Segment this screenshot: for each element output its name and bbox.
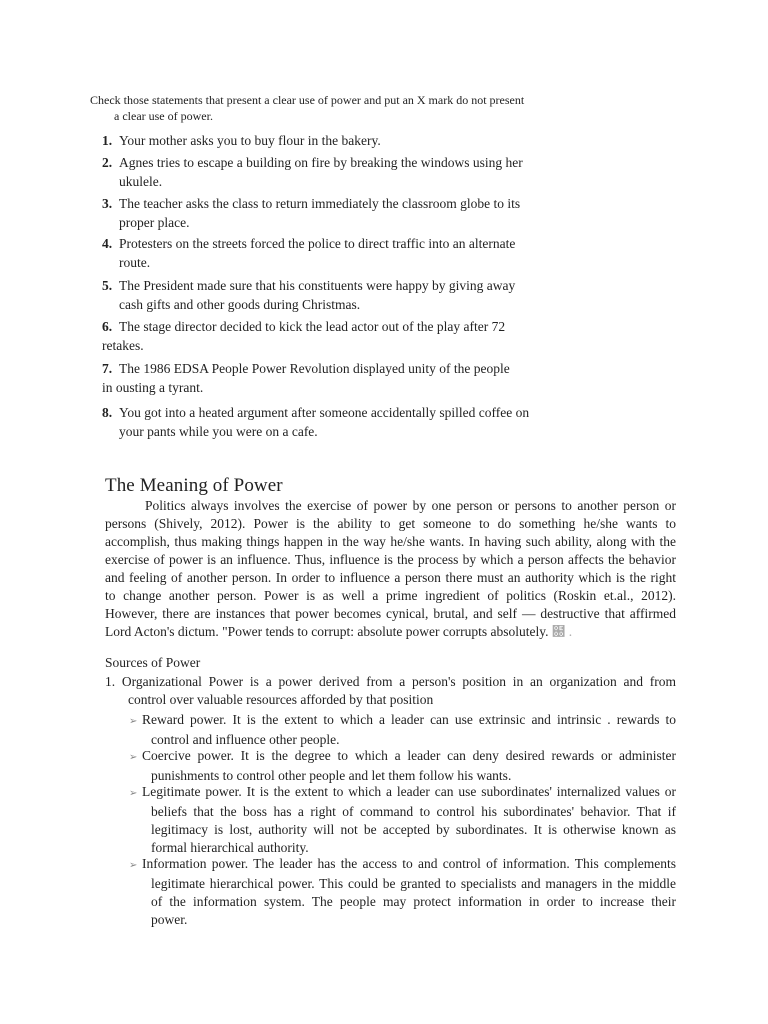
sources-heading: Sources of Power	[105, 655, 201, 670]
exercise-item-8	[102, 403, 542, 441]
instructions-line-2: a clear use of power.	[114, 109, 213, 123]
item-number: 8.	[102, 405, 113, 420]
item-text-continued: proper place.	[119, 215, 190, 230]
item-text: Your mother asks you to buy flour in the bakery.	[119, 133, 381, 148]
arrow-bullet-icon: ➢	[129, 716, 138, 727]
paragraph-line: Politics always involves the exercise of power by one person or persons to another person or	[145, 498, 676, 513]
stray-mark: ฀ .	[551, 624, 573, 639]
paragraph-line	[105, 623, 676, 641]
item-text-continued: in ousting a tyrant.	[102, 380, 204, 395]
instructions-line-1: Check those statements that present a clear use of power and put an X mark do not present	[90, 93, 525, 107]
item-text-continued: your pants while you were on a cafe.	[119, 424, 318, 439]
item-number: 2.	[102, 155, 113, 170]
bullet-legitimate-power	[129, 783, 676, 857]
section-title: The Meaning of Power	[105, 475, 283, 496]
source-item-line: control over valuable resources afforded by that position	[128, 692, 434, 707]
source-item-1	[105, 673, 676, 709]
paragraph-line: and feeling of another person. In order to influence a person there must an authority which is the right	[105, 570, 676, 585]
item-text: Agnes tries to escape a building on fire by breaking the windows using her	[119, 155, 523, 170]
paragraph-line: to change another person. Power is as well a prime ingredient of politics (Roskin et.al., 2012).	[105, 588, 676, 603]
bullet-information-power	[129, 855, 676, 929]
bullet-text: Legitimate power. It is the extent to which a leader can use subordinates' internalized values or	[142, 784, 676, 799]
item-text-continued: ukulele.	[119, 174, 163, 189]
paragraph-line-text: Lord Acton's dictum. "Power tends to corrupt: absolute power corrupts absolutely.	[105, 624, 549, 639]
bullet-line: control and influence other people.	[151, 732, 340, 747]
bullet-line: formal hierarchical authority.	[151, 840, 309, 855]
item-number: 6.	[102, 319, 113, 334]
exercise-item-1	[102, 131, 542, 150]
exercise-item-2	[102, 153, 542, 191]
bullet-reward-power	[129, 711, 676, 749]
bullet-line: of the information system. The people may protect information in order to increase their	[151, 894, 676, 909]
exercise-item-5	[102, 276, 542, 314]
bullet-line: punishments to control other people and let them follow his wants.	[151, 768, 512, 783]
item-text: Protesters on the streets forced the police to direct traffic into an alternate	[119, 236, 516, 251]
item-text: You got into a heated argument after someone accidentally spilled coffee on	[119, 405, 530, 420]
bullet-line: power.	[151, 912, 188, 927]
item-number: 3.	[102, 196, 113, 211]
exercise-item-6	[102, 317, 542, 355]
bullet-line	[129, 711, 676, 731]
bullet-line	[129, 855, 676, 875]
item-number: 4.	[102, 236, 113, 251]
bullet-line: legitimacy is lost, authority will not be accepted by subordinates. It is otherwise known as	[151, 822, 676, 837]
bullet-text: Coercive power. It is the degree to which a leader can deny desired rewards or administer	[142, 748, 676, 763]
paragraph-line: However, there are instances that power becomes cynical, brutal, and self — destructive that affirmed	[105, 606, 676, 621]
paragraph-line: accomplish, thus making things happen in the way he/she wants. In having such ability, along with the	[105, 534, 676, 549]
arrow-bullet-icon: ➢	[129, 860, 138, 871]
arrow-bullet-icon: ➢	[129, 752, 138, 763]
bullet-coercive-power	[129, 747, 676, 785]
item-number: 7.	[102, 361, 113, 376]
bullet-line	[129, 747, 676, 767]
meaning-of-power-paragraph	[105, 497, 676, 641]
item-text-continued: retakes.	[102, 338, 144, 353]
item-number: 1.	[102, 133, 113, 148]
exercise-item-7	[102, 359, 542, 397]
item-number: 5.	[102, 278, 113, 293]
exercise-instructions	[90, 92, 560, 124]
paragraph-line: persons (Shively, 2012). Power is the ability to get someone to do something he/she wants to	[105, 516, 676, 531]
item-text-continued: route.	[119, 255, 151, 270]
item-text: The 1986 EDSA People Power Revolution displayed unity of the people	[119, 361, 510, 376]
item-text: The President made sure that his constituents were happy by giving away	[119, 278, 516, 293]
item-text-continued: cash gifts and other goods during Christmas.	[119, 297, 361, 312]
paragraph-line: exercise of power is an influence. Thus, influence is the process by which a person affects the behavior	[105, 552, 676, 567]
arrow-bullet-icon: ➢	[129, 788, 138, 799]
source-item-line	[105, 673, 676, 691]
source-item-text: Organizational Power is a power derived from a person's position in an organization and from	[121, 674, 677, 689]
bullet-text: Reward power. It is the extent to which a leader can use extrinsic and intrinsic . rewards to	[142, 712, 676, 727]
bullet-line	[129, 783, 676, 803]
bullet-text: Information power. The leader has the access to and control of information. This complements	[142, 856, 676, 871]
source-item-number: 1.	[105, 674, 116, 689]
item-text: The stage director decided to kick the lead actor out of the play after 72	[119, 319, 506, 334]
exercise-item-4	[102, 234, 542, 272]
exercise-item-3	[102, 194, 542, 232]
bullet-line: beliefs that the boss has a right of command to control his subordinates' behavior. That if	[151, 804, 676, 819]
bullet-line: legitimate hierarchical power. This could be granted to specialists and managers in the middle	[151, 876, 676, 891]
item-text: The teacher asks the class to return immediately the classroom globe to its	[119, 196, 521, 211]
